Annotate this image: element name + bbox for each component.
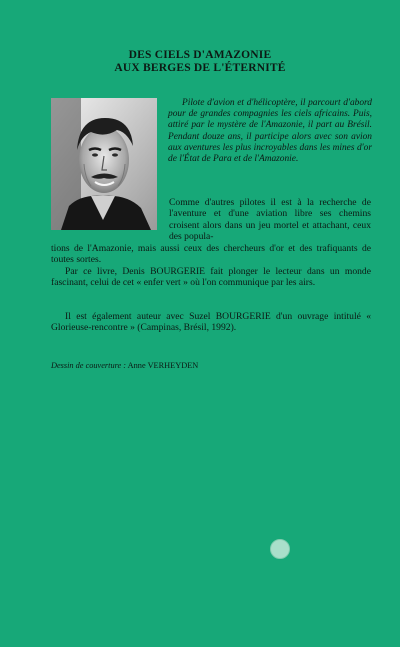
publisher-logo-icon xyxy=(270,539,290,559)
title-line-1: DES CIELS D'AMAZONIE xyxy=(128,49,272,61)
title-line-2: AUX BERGES DE L'ÉTERNITÉ xyxy=(114,62,286,74)
paragraph-pilots xyxy=(51,197,371,265)
paragraph-pilots-part-1: Comme d'autres pilotes il est à la recherche de l'aventure et d'une aviation libre ses chemins croisent alors dans un jeu mortel et attachant, ceux des popula- xyxy=(169,197,371,243)
cover-credit-name: Anne VERHEYDEN xyxy=(127,361,199,370)
cover-credit-label: Dessin de couverture : xyxy=(51,361,127,370)
cover-credit xyxy=(51,361,198,370)
author-intro: Pilote d'avion et d'hélicoptère, il parcourt d'abord pour de grandes compagnies les ciels africains. Puis, attiré par le mystère de l'Amazonie, il part au Brésil. Pendant douze ans, il participe alors avec son avion aux aventures les plus incroyables dans les mines d'or de l'État de Para et de l'Amazonie. xyxy=(168,98,372,165)
paragraph-book: Par ce livre, Denis BOURGERIE fait plonger le lecteur dans un monde fascinant, celui de cet « enfer vert » où l'on communique par les airs. xyxy=(51,266,371,289)
paragraph-other-work: Il est également auteur avec Suzel BOURGERIE d'un ouvrage intitulé « Glorieuse-rencontre » (Campinas, Brésil, 1992). xyxy=(51,311,371,334)
book-title xyxy=(0,49,400,75)
paragraph-pilots-part-2: tions de l'Amazonie, mais aussi ceux des chercheurs d'or et des trafiquants de toutes sortes. xyxy=(51,242,371,266)
